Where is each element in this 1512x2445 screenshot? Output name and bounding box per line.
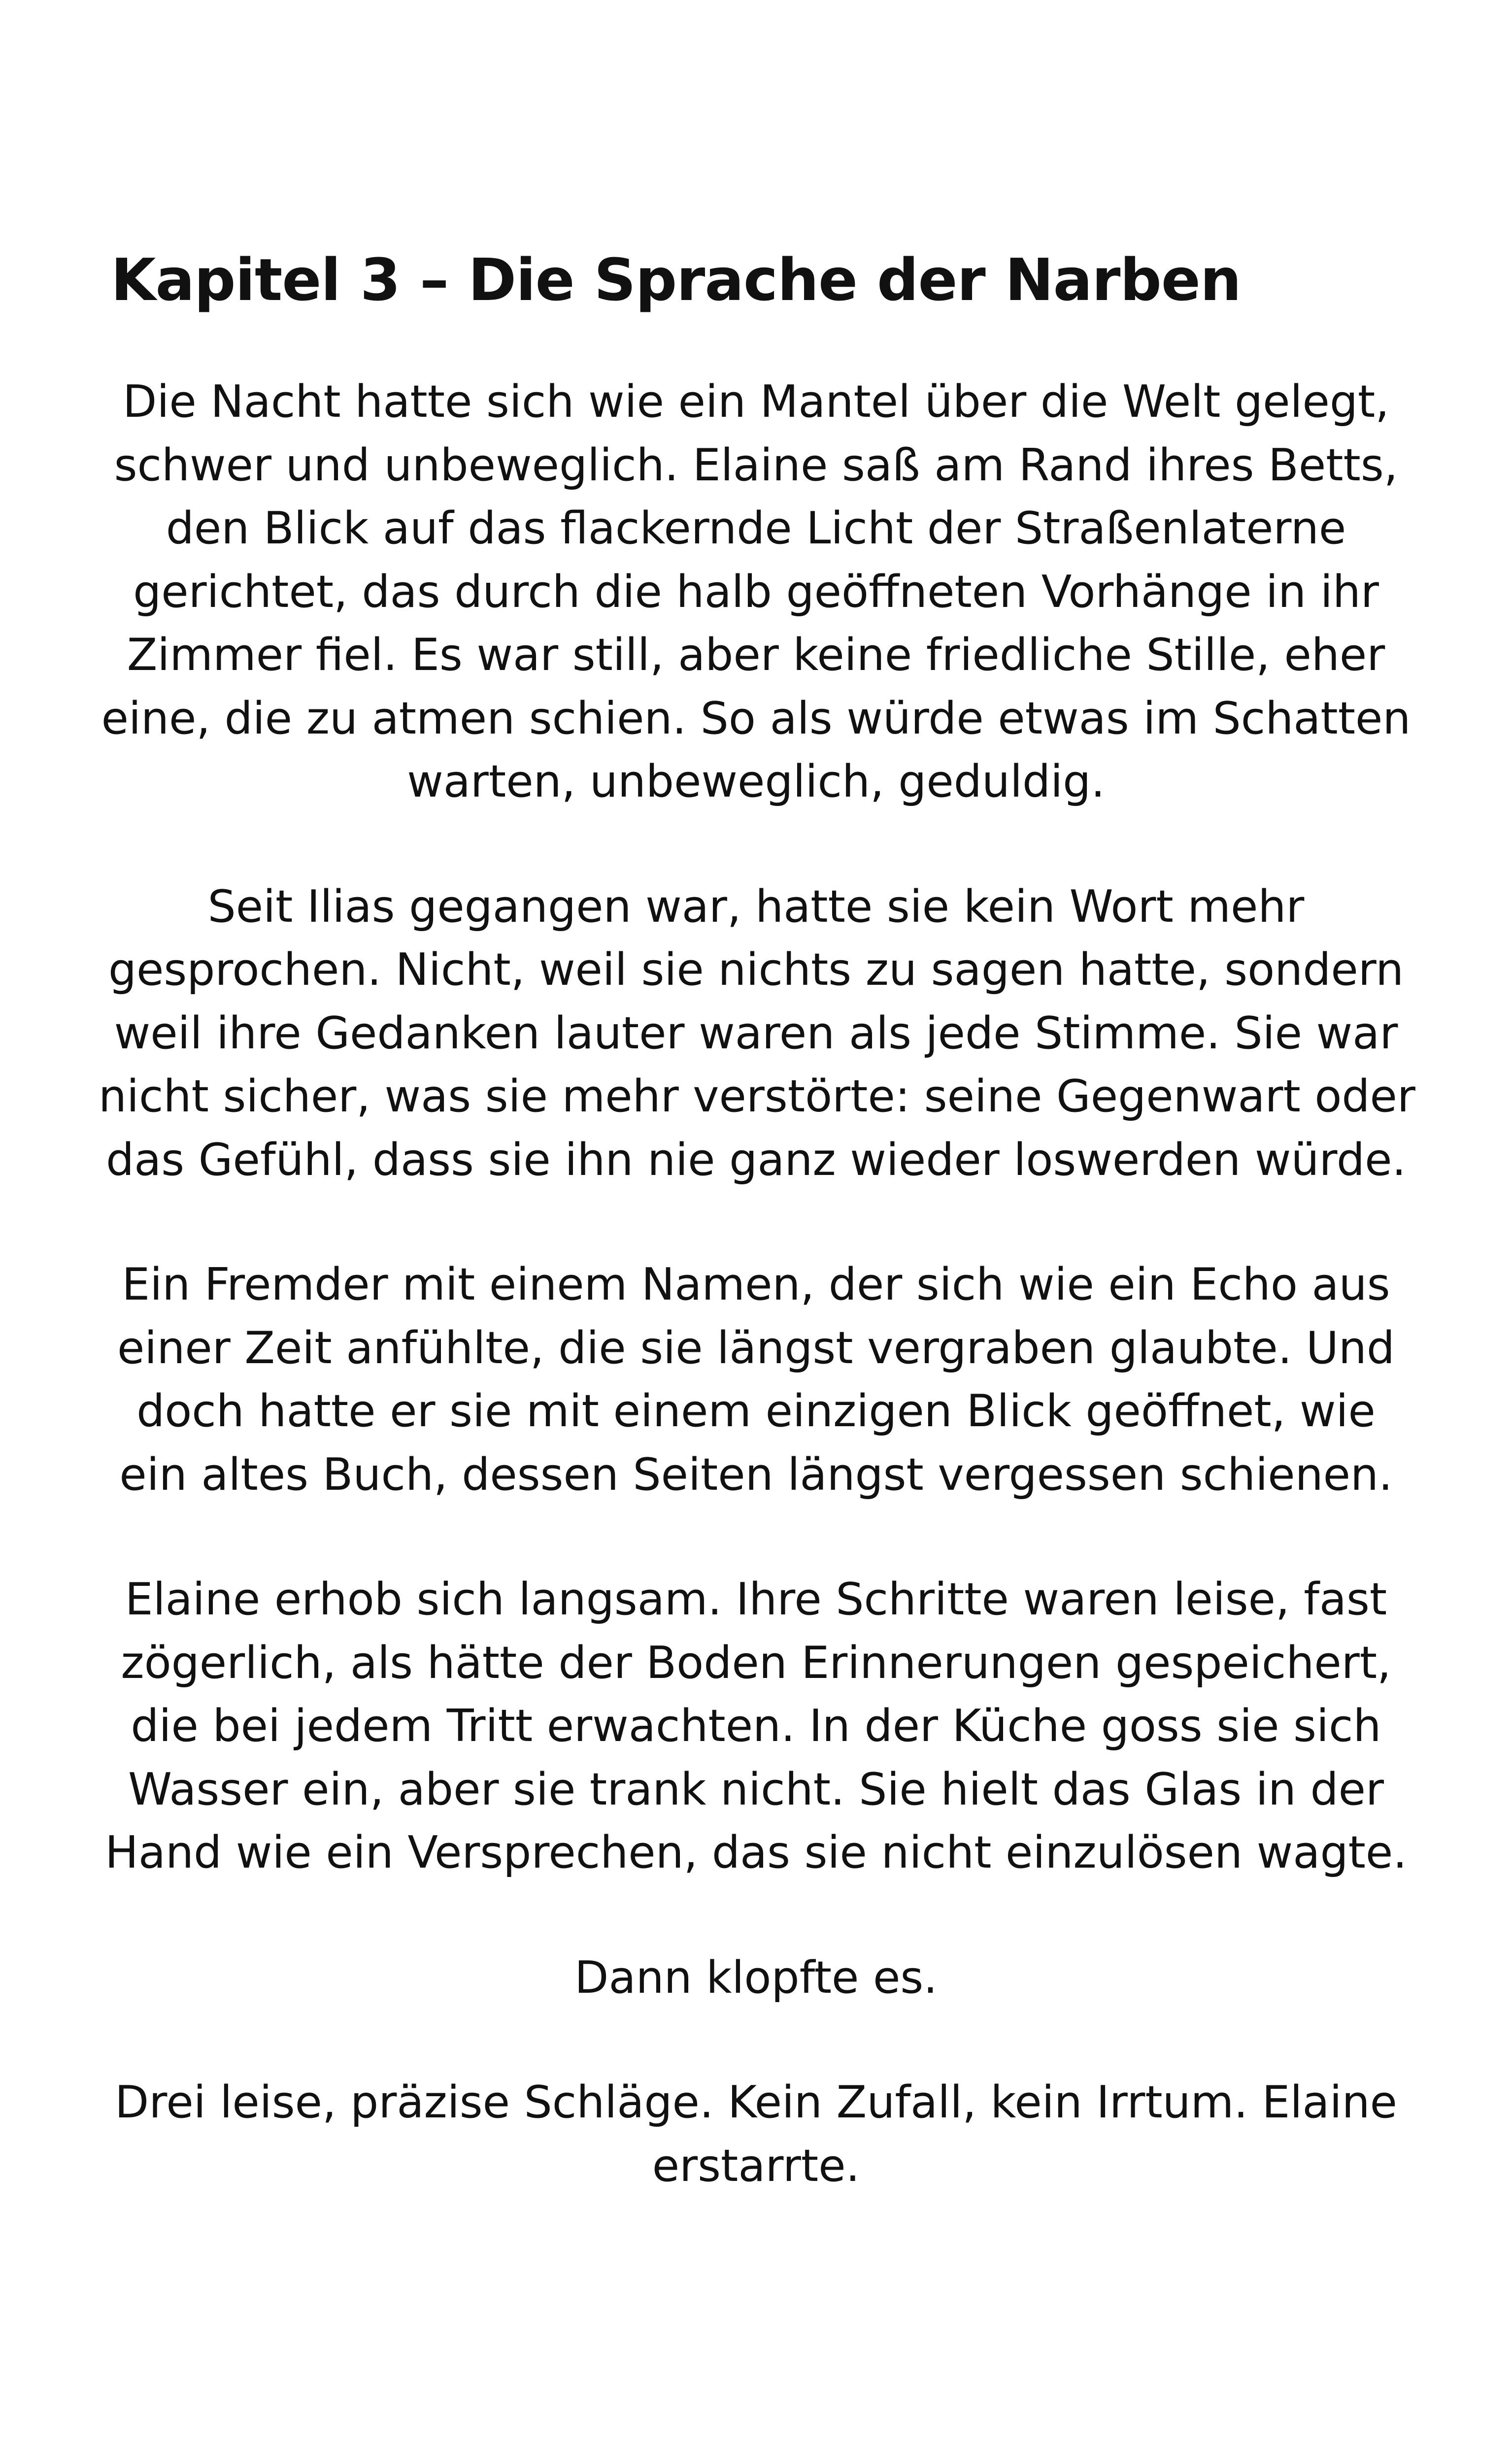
text-line: erstarrte. xyxy=(652,2140,860,2192)
text-line: den Blick auf das flackernde Licht der Straßenlaterne xyxy=(166,502,1346,554)
text-line: die bei jedem Tritt erwachten. In der Küche goss sie sich xyxy=(131,1700,1381,1752)
chapter-body xyxy=(99,370,1413,2259)
paragraph-4 xyxy=(99,1568,1413,1885)
text-line: Die Nacht hatte sich wie ein Mantel über die Welt gelegt, xyxy=(123,376,1389,428)
text-line: Elaine erhob sich langsam. Ihre Schritte waren leise, fast xyxy=(125,1574,1387,1625)
paragraph-5 xyxy=(99,1946,1413,2010)
text-line: Wasser ein, aber sie trank nicht. Sie hielt das Glas in der xyxy=(128,1763,1384,1815)
text-line: Zimmer fiel. Es war still, aber keine friedliche Stille, eher xyxy=(127,629,1385,681)
text-line: Hand wie ein Versprechen, das sie nicht einzulösen wagte. xyxy=(105,1827,1407,1878)
text-line: einer Zeit anfühlte, die sie längst vergraben glaubte. Und xyxy=(117,1322,1395,1374)
text-line: schwer und unbeweglich. Elaine saß am Rand ihres Betts, xyxy=(114,439,1398,491)
text-line: gerichtet, das durch die halb geöffneten Vorhänge in ihr xyxy=(133,566,1379,618)
text-line: Drei leise, präzise Schläge. Kein Zufall, kein Irrtum. Elaine xyxy=(115,2077,1397,2128)
text-line: zögerlich, als hätte der Boden Erinnerungen gespeichert, xyxy=(121,1637,1391,1689)
text-line: Dann klopfte es. xyxy=(574,1951,938,2004)
text-line: doch hatte er sie mit einem einzigen Blick geöffnet, wie xyxy=(136,1385,1376,1437)
text-line: das Gefühl, dass sie ihn nie ganz wieder loswerden würde. xyxy=(105,1134,1407,1186)
paragraph-6 xyxy=(99,2071,1413,2198)
text-line: warten, unbeweglich, geduldig. xyxy=(407,756,1105,807)
text-line: gesprochen. Nicht, weil sie nichts zu sagen hatte, sondern xyxy=(108,944,1404,996)
paragraph-2 xyxy=(99,875,1413,1192)
paragraph-3 xyxy=(99,1253,1413,1507)
chapter-title: Kapitel 3 – Die Sprache der Narben xyxy=(111,246,1241,314)
paragraph-1 xyxy=(99,370,1413,814)
text-line: Seit Ilias gegangen war, hatte sie kein Wort mehr xyxy=(207,880,1305,933)
text-line: Ein Fremder mit einem Namen, der sich wie ein Echo aus xyxy=(122,1259,1390,1310)
text-line: weil ihre Gedanken lauter waren als jede Stimme. Sie war xyxy=(114,1007,1398,1059)
text-line: ein altes Buch, dessen Seiten längst vergessen schienen. xyxy=(119,1448,1393,1501)
text-line: eine, die zu atmen schien. So als würde etwas im Schatten xyxy=(101,692,1411,744)
text-line: nicht sicher, was sie mehr verstörte: seine Gegenwart oder xyxy=(99,1071,1415,1122)
